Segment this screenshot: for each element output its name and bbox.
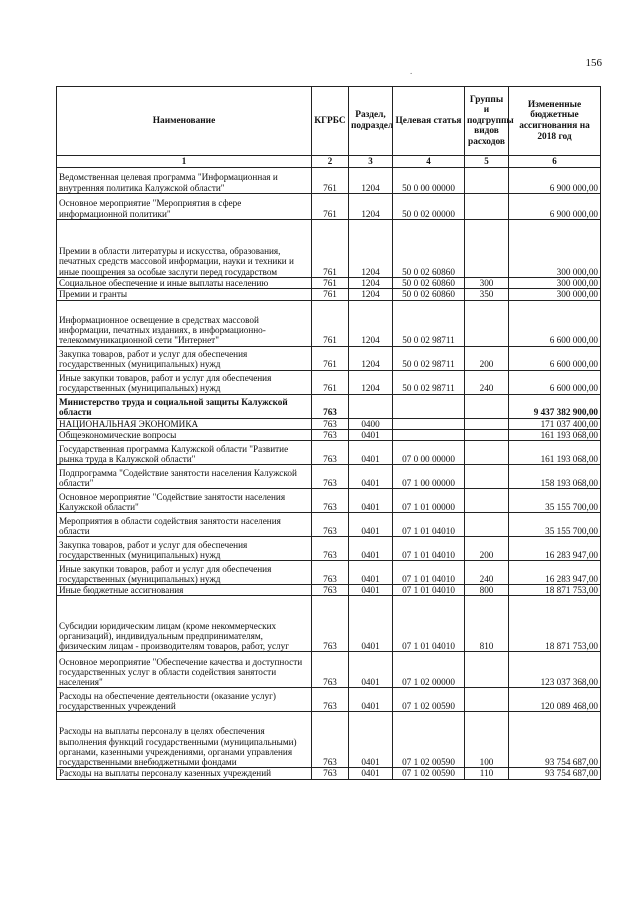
- cell-section: 0401: [349, 537, 393, 561]
- cell-amount: 16 283 947,00: [509, 537, 601, 561]
- cell-section: 0401: [349, 441, 393, 465]
- column-number: 5: [465, 156, 509, 168]
- cell-kgrbs: 761: [312, 194, 349, 220]
- cell-amount: 6 900 000,00: [509, 194, 601, 220]
- cell-section: 0401: [349, 465, 393, 489]
- table-row: [57, 596, 601, 652]
- cell-section: 0401: [349, 561, 393, 585]
- page-mark: .: [410, 66, 413, 76]
- cell-kgrbs: 761: [312, 220, 349, 278]
- cell-kgrbs: 763: [312, 585, 349, 596]
- cell-article: [393, 418, 465, 429]
- cell-group: 800: [465, 585, 509, 596]
- cell-kgrbs: 763: [312, 561, 349, 585]
- table-row: [57, 465, 601, 489]
- cell-article: 07 1 02 00590: [393, 768, 465, 779]
- cell-article: 07 1 01 04010: [393, 513, 465, 537]
- cell-group: [465, 429, 509, 440]
- cell-group: 300: [465, 278, 509, 289]
- cell-name: Закупка товаров, работ и услуг для обеспечения государственных (муниципальных) нужд: [57, 537, 312, 561]
- cell-amount: 93 754 687,00: [509, 768, 601, 779]
- cell-group: 200: [465, 537, 509, 561]
- cell-name: Информационное освещение в средствах массовой информации, печатных изданиях, в информационно-телекоммуникационной сети "Интернет": [57, 300, 312, 346]
- cell-group: 240: [465, 370, 509, 394]
- cell-kgrbs: 763: [312, 537, 349, 561]
- cell-amount: 161 193 068,00: [509, 429, 601, 440]
- cell-section: 1204: [349, 370, 393, 394]
- cell-group: [465, 300, 509, 346]
- cell-name: Премии в области литературы и искусства, образования, печатных средств массовой информации, науки и техники и иные поощрения за особые заслуги перед государством: [57, 220, 312, 278]
- cell-amount: 300 000,00: [509, 289, 601, 300]
- table-row: [57, 194, 601, 220]
- cell-section: 0401: [349, 429, 393, 440]
- cell-kgrbs: 761: [312, 168, 349, 194]
- cell-article: 50 0 02 60860: [393, 278, 465, 289]
- table-row: [57, 289, 601, 300]
- column-number: 4: [393, 156, 465, 168]
- cell-name: Премии и гранты: [57, 289, 312, 300]
- cell-name: Подпрограмма "Содействие занятости населения Калужской области": [57, 465, 312, 489]
- cell-name: Основное мероприятие "Содействие занятости населения Калужской области": [57, 489, 312, 513]
- table-row: [57, 429, 601, 440]
- cell-name: Министерство труда и социальной защиты Калужской области: [57, 394, 312, 418]
- cell-name: Расходы на обеспечение деятельности (оказание услуг) государственных учреждений: [57, 688, 312, 712]
- cell-section: 0401: [349, 596, 393, 652]
- cell-section: 1204: [349, 346, 393, 370]
- column-number: 3: [349, 156, 393, 168]
- cell-group: 100: [465, 712, 509, 768]
- cell-article: 07 1 01 04010: [393, 561, 465, 585]
- cell-section: 0401: [349, 652, 393, 688]
- cell-article: 50 0 00 00000: [393, 168, 465, 194]
- cell-name: Закупка товаров, работ и услуг для обеспечения государственных (муниципальных) нужд: [57, 346, 312, 370]
- cell-kgrbs: 761: [312, 346, 349, 370]
- cell-amount: 300 000,00: [509, 220, 601, 278]
- cell-name: Расходы на выплаты персоналу казенных учреждений: [57, 768, 312, 779]
- cell-kgrbs: 763: [312, 768, 349, 779]
- table-row: [57, 768, 601, 779]
- column-number: 2: [312, 156, 349, 168]
- cell-group: [465, 688, 509, 712]
- cell-article: 07 1 01 04010: [393, 537, 465, 561]
- header-kgrbs: КГРБС: [312, 87, 349, 156]
- cell-kgrbs: 763: [312, 429, 349, 440]
- cell-amount: 6 600 000,00: [509, 300, 601, 346]
- cell-article: 07 1 00 00000: [393, 465, 465, 489]
- cell-amount: 6 600 000,00: [509, 346, 601, 370]
- cell-amount: 18 871 753,00: [509, 585, 601, 596]
- cell-name: Иные бюджетные ассигнования: [57, 585, 312, 596]
- cell-section: 1204: [349, 289, 393, 300]
- cell-section: 0401: [349, 768, 393, 779]
- table-row: [57, 652, 601, 688]
- cell-article: [393, 429, 465, 440]
- table-row: [57, 346, 601, 370]
- cell-group: 350: [465, 289, 509, 300]
- cell-article: 07 1 02 00590: [393, 688, 465, 712]
- cell-amount: 6 600 000,00: [509, 370, 601, 394]
- cell-kgrbs: 763: [312, 489, 349, 513]
- table-row: [57, 418, 601, 429]
- cell-group: [465, 441, 509, 465]
- cell-amount: 161 193 068,00: [509, 441, 601, 465]
- cell-amount: 9 437 382 900,00: [509, 394, 601, 418]
- cell-article: [393, 394, 465, 418]
- cell-article: 50 0 02 98711: [393, 346, 465, 370]
- cell-section: 0401: [349, 585, 393, 596]
- cell-kgrbs: 763: [312, 441, 349, 465]
- header-article: Целевая статья: [393, 87, 465, 156]
- cell-amount: 35 155 700,00: [509, 513, 601, 537]
- cell-kgrbs: 763: [312, 596, 349, 652]
- header-row: [57, 87, 601, 156]
- cell-name: Субсидии юридическим лицам (кроме некоммерческих организаций), индивидуальным предпринимателям, физическим лицам - производителям товаров, работ, услуг: [57, 596, 312, 652]
- table-body: [57, 168, 601, 780]
- cell-name: Общеэкономические вопросы: [57, 429, 312, 440]
- table-row: [57, 585, 601, 596]
- cell-kgrbs: 761: [312, 289, 349, 300]
- cell-kgrbs: 761: [312, 278, 349, 289]
- cell-article: 50 0 02 98711: [393, 370, 465, 394]
- table-row: [57, 220, 601, 278]
- cell-amount: 120 089 468,00: [509, 688, 601, 712]
- cell-kgrbs: 763: [312, 418, 349, 429]
- cell-section: 1204: [349, 168, 393, 194]
- cell-group: [465, 194, 509, 220]
- cell-article: 07 1 02 00000: [393, 652, 465, 688]
- table-row: [57, 561, 601, 585]
- cell-group: [465, 489, 509, 513]
- cell-name: Расходы на выплаты персоналу в целях обеспечения выполнения функций государственными (муниципальными) органами, казенными учреждениями, органами управления государственными внебюджетными фондами: [57, 712, 312, 768]
- cell-article: 50 0 02 00000: [393, 194, 465, 220]
- cell-group: 200: [465, 346, 509, 370]
- cell-amount: 35 155 700,00: [509, 489, 601, 513]
- cell-article: 50 0 02 60860: [393, 220, 465, 278]
- header-section: Раздел, подраздел: [349, 87, 393, 156]
- table-row: [57, 394, 601, 418]
- cell-section: [349, 394, 393, 418]
- budget-table: [56, 86, 601, 780]
- table-row: [57, 513, 601, 537]
- table-row: [57, 441, 601, 465]
- cell-amount: 18 871 753,00: [509, 596, 601, 652]
- cell-group: 240: [465, 561, 509, 585]
- cell-kgrbs: 761: [312, 370, 349, 394]
- table-row: [57, 537, 601, 561]
- cell-name: НАЦИОНАЛЬНАЯ ЭКОНОМИКА: [57, 418, 312, 429]
- cell-amount: 158 193 068,00: [509, 465, 601, 489]
- cell-group: [465, 394, 509, 418]
- table-row: [57, 370, 601, 394]
- table-row: [57, 489, 601, 513]
- cell-kgrbs: 763: [312, 465, 349, 489]
- cell-section: 0401: [349, 513, 393, 537]
- cell-amount: 93 754 687,00: [509, 712, 601, 768]
- cell-kgrbs: 763: [312, 394, 349, 418]
- cell-amount: 16 283 947,00: [509, 561, 601, 585]
- table-row: [57, 712, 601, 768]
- cell-article: 07 1 01 00000: [393, 489, 465, 513]
- cell-kgrbs: 763: [312, 513, 349, 537]
- cell-amount: 300 000,00: [509, 278, 601, 289]
- cell-group: 110: [465, 768, 509, 779]
- cell-name: Основное мероприятие "Обеспечение качества и доступности государственных услуг в области содействия занятости населения": [57, 652, 312, 688]
- cell-name: Государственная программа Калужской области "Развитие рынка труда в Калужской области": [57, 441, 312, 465]
- cell-name: Мероприятия в области содействия занятости населения области: [57, 513, 312, 537]
- cell-kgrbs: 763: [312, 712, 349, 768]
- header-group: Группы и подгруппы видов расходов: [465, 87, 509, 156]
- cell-article: 07 1 02 00590: [393, 712, 465, 768]
- cell-article: 07 1 01 04010: [393, 596, 465, 652]
- cell-name: Социальное обеспечение и иные выплаты населению: [57, 278, 312, 289]
- table-row: [57, 168, 601, 194]
- cell-group: 810: [465, 596, 509, 652]
- cell-section: 0401: [349, 688, 393, 712]
- cell-amount: 123 037 368,00: [509, 652, 601, 688]
- cell-section: 1204: [349, 220, 393, 278]
- cell-group: [465, 465, 509, 489]
- header-name: Наименование: [57, 87, 312, 156]
- cell-group: [465, 168, 509, 194]
- cell-kgrbs: 763: [312, 688, 349, 712]
- column-number: 6: [509, 156, 601, 168]
- cell-article: 07 0 00 00000: [393, 441, 465, 465]
- cell-amount: 171 037 400,00: [509, 418, 601, 429]
- cell-name: Основное мероприятие "Мероприятия в сфере информационной политики": [57, 194, 312, 220]
- column-number-row: [57, 156, 601, 168]
- table-row: [57, 300, 601, 346]
- column-number: 1: [57, 156, 312, 168]
- cell-name: Иные закупки товаров, работ и услуг для обеспечения государственных (муниципальных) нужд: [57, 561, 312, 585]
- cell-article: 07 1 01 04010: [393, 585, 465, 596]
- cell-section: 1204: [349, 300, 393, 346]
- page-number: 156: [585, 57, 602, 69]
- cell-article: 50 0 02 98711: [393, 300, 465, 346]
- cell-group: [465, 652, 509, 688]
- cell-amount: 6 900 000,00: [509, 168, 601, 194]
- cell-section: 0401: [349, 489, 393, 513]
- header-amount: Измененные бюджетные ассигнования на 2018 год: [509, 87, 601, 156]
- cell-kgrbs: 761: [312, 300, 349, 346]
- cell-section: 1204: [349, 194, 393, 220]
- table-row: [57, 278, 601, 289]
- cell-section: 0400: [349, 418, 393, 429]
- table-row: [57, 688, 601, 712]
- cell-name: Ведомственная целевая программа "Информационная и внутренняя политика Калужской области": [57, 168, 312, 194]
- cell-article: 50 0 02 60860: [393, 289, 465, 300]
- cell-group: [465, 418, 509, 429]
- cell-group: [465, 513, 509, 537]
- cell-section: 0401: [349, 712, 393, 768]
- cell-section: 1204: [349, 278, 393, 289]
- cell-group: [465, 220, 509, 278]
- cell-name: Иные закупки товаров, работ и услуг для обеспечения государственных (муниципальных) нужд: [57, 370, 312, 394]
- cell-kgrbs: 763: [312, 652, 349, 688]
